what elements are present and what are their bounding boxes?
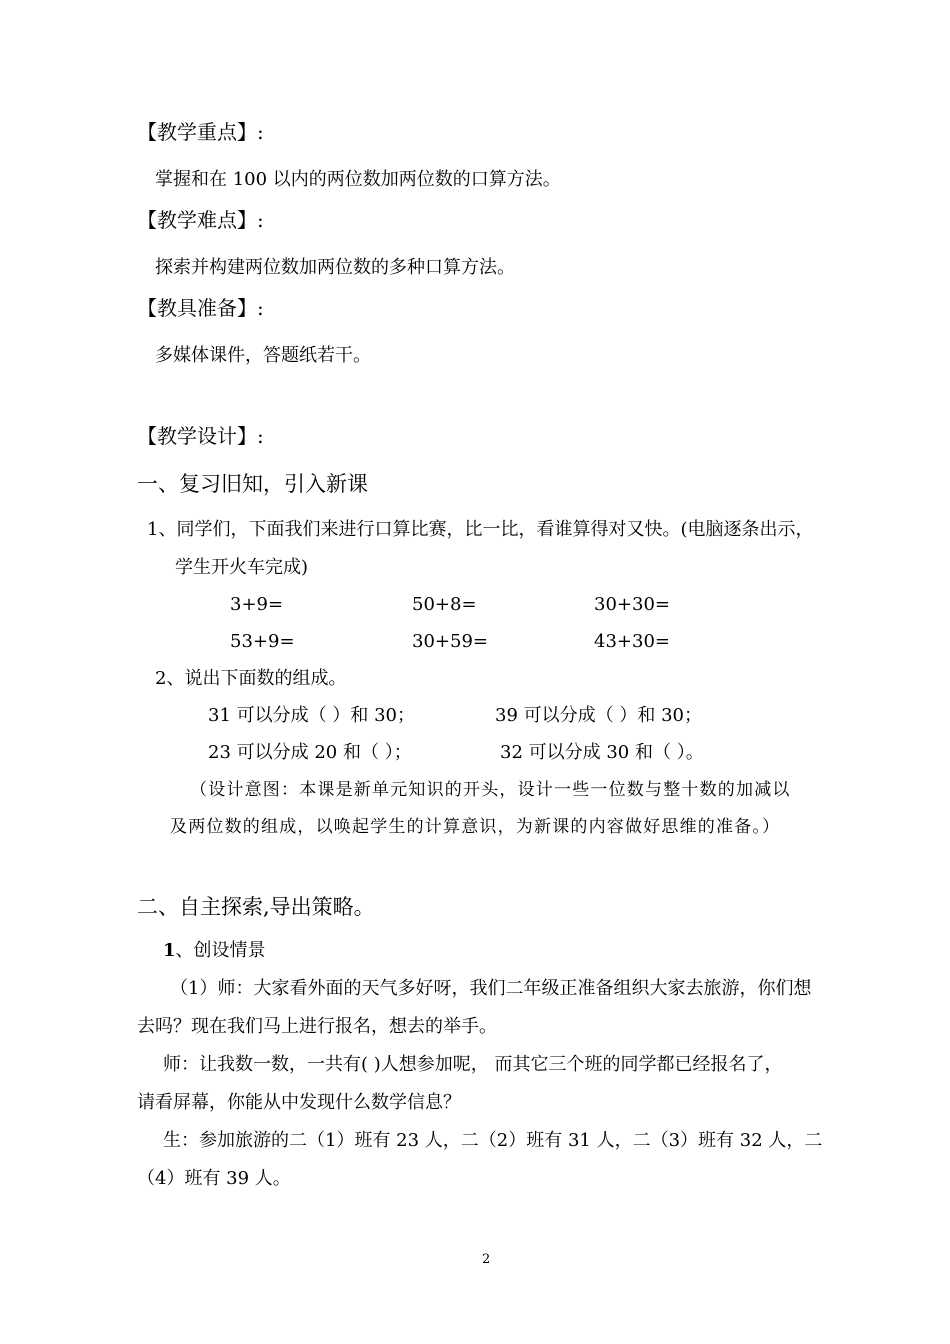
equation: 30+59= xyxy=(412,631,488,652)
equation: 53+9= xyxy=(230,631,295,652)
part2-item1 xyxy=(163,939,266,963)
paragraph-2-line1: 师：让我数一数，一共有( )人想参加呢， 而其它三个班的同学都已经报名了， xyxy=(163,1054,783,1075)
prep-text: 多媒体课件，答题纸若干。 xyxy=(155,345,371,366)
part2-title: 二、自主探索,导出策略。 xyxy=(137,895,375,919)
equation: 30+30= xyxy=(594,594,670,615)
difficulty-text: 探索并构建两位数加两位数的多种口算方法。 xyxy=(155,257,515,278)
composition-item: 39 可以分成（ ）和 30； xyxy=(495,705,702,726)
paragraph-1-line1: （1）师：大家看外面的天气多好呀，我们二年级正准备组织大家去旅游，你们想 xyxy=(170,978,812,999)
design-note-line2: 及两位数的组成，以唤起学生的计算意识，为新课的内容做好思维的准备。） xyxy=(170,817,781,837)
page-number: 2 xyxy=(482,1252,491,1267)
paragraph-2-line2: 请看屏幕，你能从中发现什么数学信息？ xyxy=(137,1092,461,1113)
part1-item2: 2、说出下面数的组成。 xyxy=(155,668,347,689)
focus-heading: 【教学重点】: xyxy=(137,120,264,144)
equation: 3+9= xyxy=(230,594,284,615)
part2-item1-number: 1 xyxy=(163,940,176,961)
equation: 43+30= xyxy=(594,631,670,652)
part1-item1-line1: 1、同学们，下面我们来进行口算比赛，比一比，看谁算得对又快。(电脑逐条出示， xyxy=(147,519,814,540)
part1-title: 一、复习旧知，引入新课 xyxy=(137,472,368,496)
composition-item: 23 可以分成 20 和（ ）； xyxy=(208,742,412,763)
paragraph-1-line2: 去吗？现在我们马上进行报名，想去的举手。 xyxy=(137,1016,497,1037)
prep-heading: 【教具准备】: xyxy=(137,296,264,320)
composition-item: 32 可以分成 30 和（ ）。 xyxy=(500,742,704,763)
focus-text: 掌握和在 100 以内的两位数加两位数的口算方法。 xyxy=(155,169,561,190)
paragraph-3-line1: 生：参加旅游的二（1）班有 23 人，二（2）班有 31 人，二（3）班有 32 人，二 xyxy=(163,1130,823,1151)
part2-item1-text: 、创设情景 xyxy=(175,940,266,961)
difficulty-heading: 【教学难点】: xyxy=(137,208,264,232)
equation: 50+8= xyxy=(412,594,477,615)
composition-item: 31 可以分成（ ）和 30； xyxy=(208,705,415,726)
design-note-line1: （设计意图：本课是新单元知识的开头，设计一些一位数与整十数的加减以 xyxy=(190,780,791,800)
design-heading: 【教学设计】: xyxy=(137,424,264,448)
paragraph-3-line2: （4）班有 39 人。 xyxy=(137,1168,291,1189)
part1-item1-line2: 学生开火车完成) xyxy=(175,557,309,578)
